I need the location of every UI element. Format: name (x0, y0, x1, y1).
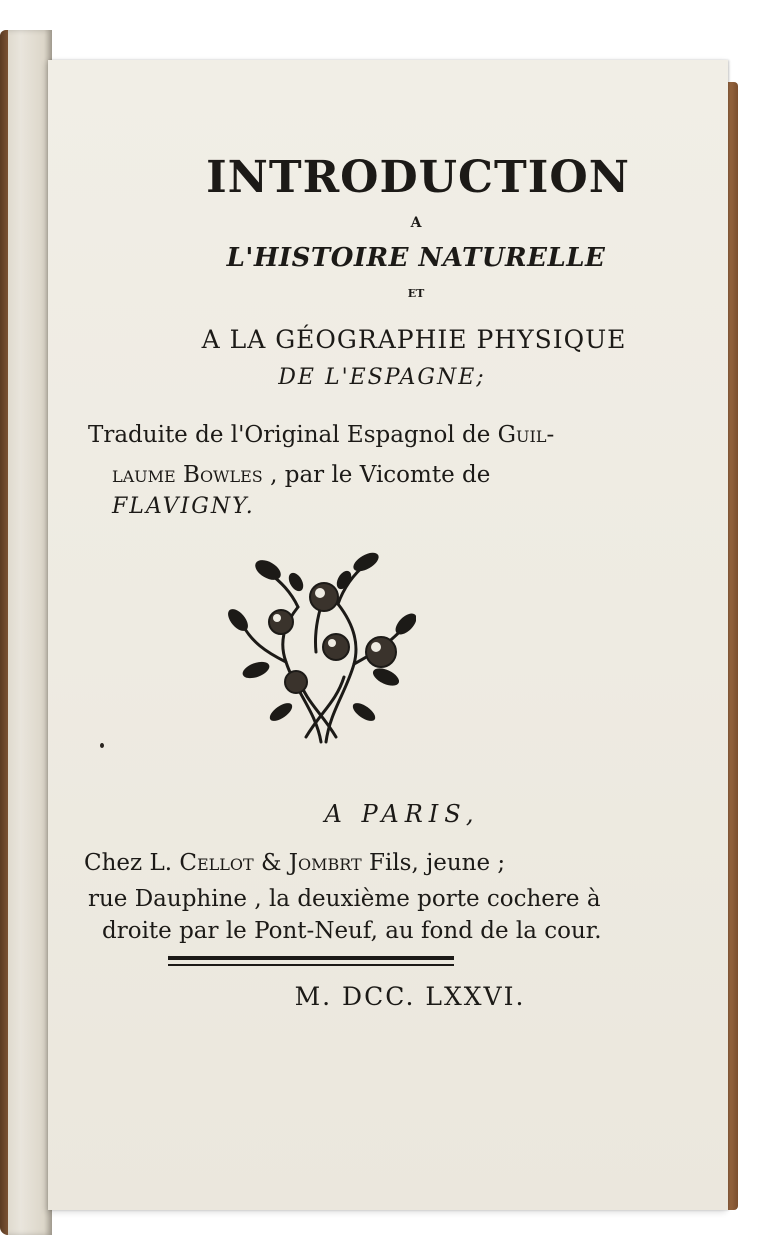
book-title: INTRODUCTION (206, 152, 630, 203)
imprint-line-3: droite par le Pont-Neuf, au fond de la cour. (102, 918, 602, 944)
translation-prefix: Traduite de l'Original Espagnol de (88, 422, 498, 448)
imprint-place: A PARIS, (324, 800, 480, 828)
publication-date: M. DCC. LXXVI. (294, 982, 526, 1011)
title-preposition: A (410, 215, 422, 231)
translation-line-2 (112, 462, 779, 488)
imprint-suffix: Fils, jeune ; (361, 850, 506, 876)
double-rule-thin (168, 964, 454, 966)
book-subtitle: L'HISTOIRE NATURELLE (226, 243, 606, 273)
author-name-part1: Guil- (497, 422, 555, 448)
book-cover-edge (0, 30, 8, 1235)
floral-fleuron-icon (226, 552, 416, 747)
translator-credit: , par le Vicomte de (262, 462, 491, 488)
book-left-page-edge (0, 30, 52, 1235)
author-name-part2: laume Bowles (112, 462, 263, 488)
translation-line-1 (88, 422, 768, 448)
imprint-line-2: rue Dauphine , la deuxième porte cochere à (88, 886, 601, 912)
imprint-prefix: Chez L. (84, 850, 180, 876)
publisher-names: Cellot & Jombrt (179, 850, 362, 876)
double-rule-thick (168, 956, 454, 960)
title-page (48, 60, 728, 1210)
title-conjunction: ET (407, 287, 425, 300)
imprint-line-1 (84, 850, 764, 876)
ink-speck (100, 743, 104, 748)
translator-name: FLAVIGNY. (112, 494, 255, 519)
title-country: DE L'ESPAGNE; (278, 365, 486, 390)
title-geography: A LA GÉOGRAPHIE PHYSIQUE (201, 325, 627, 354)
